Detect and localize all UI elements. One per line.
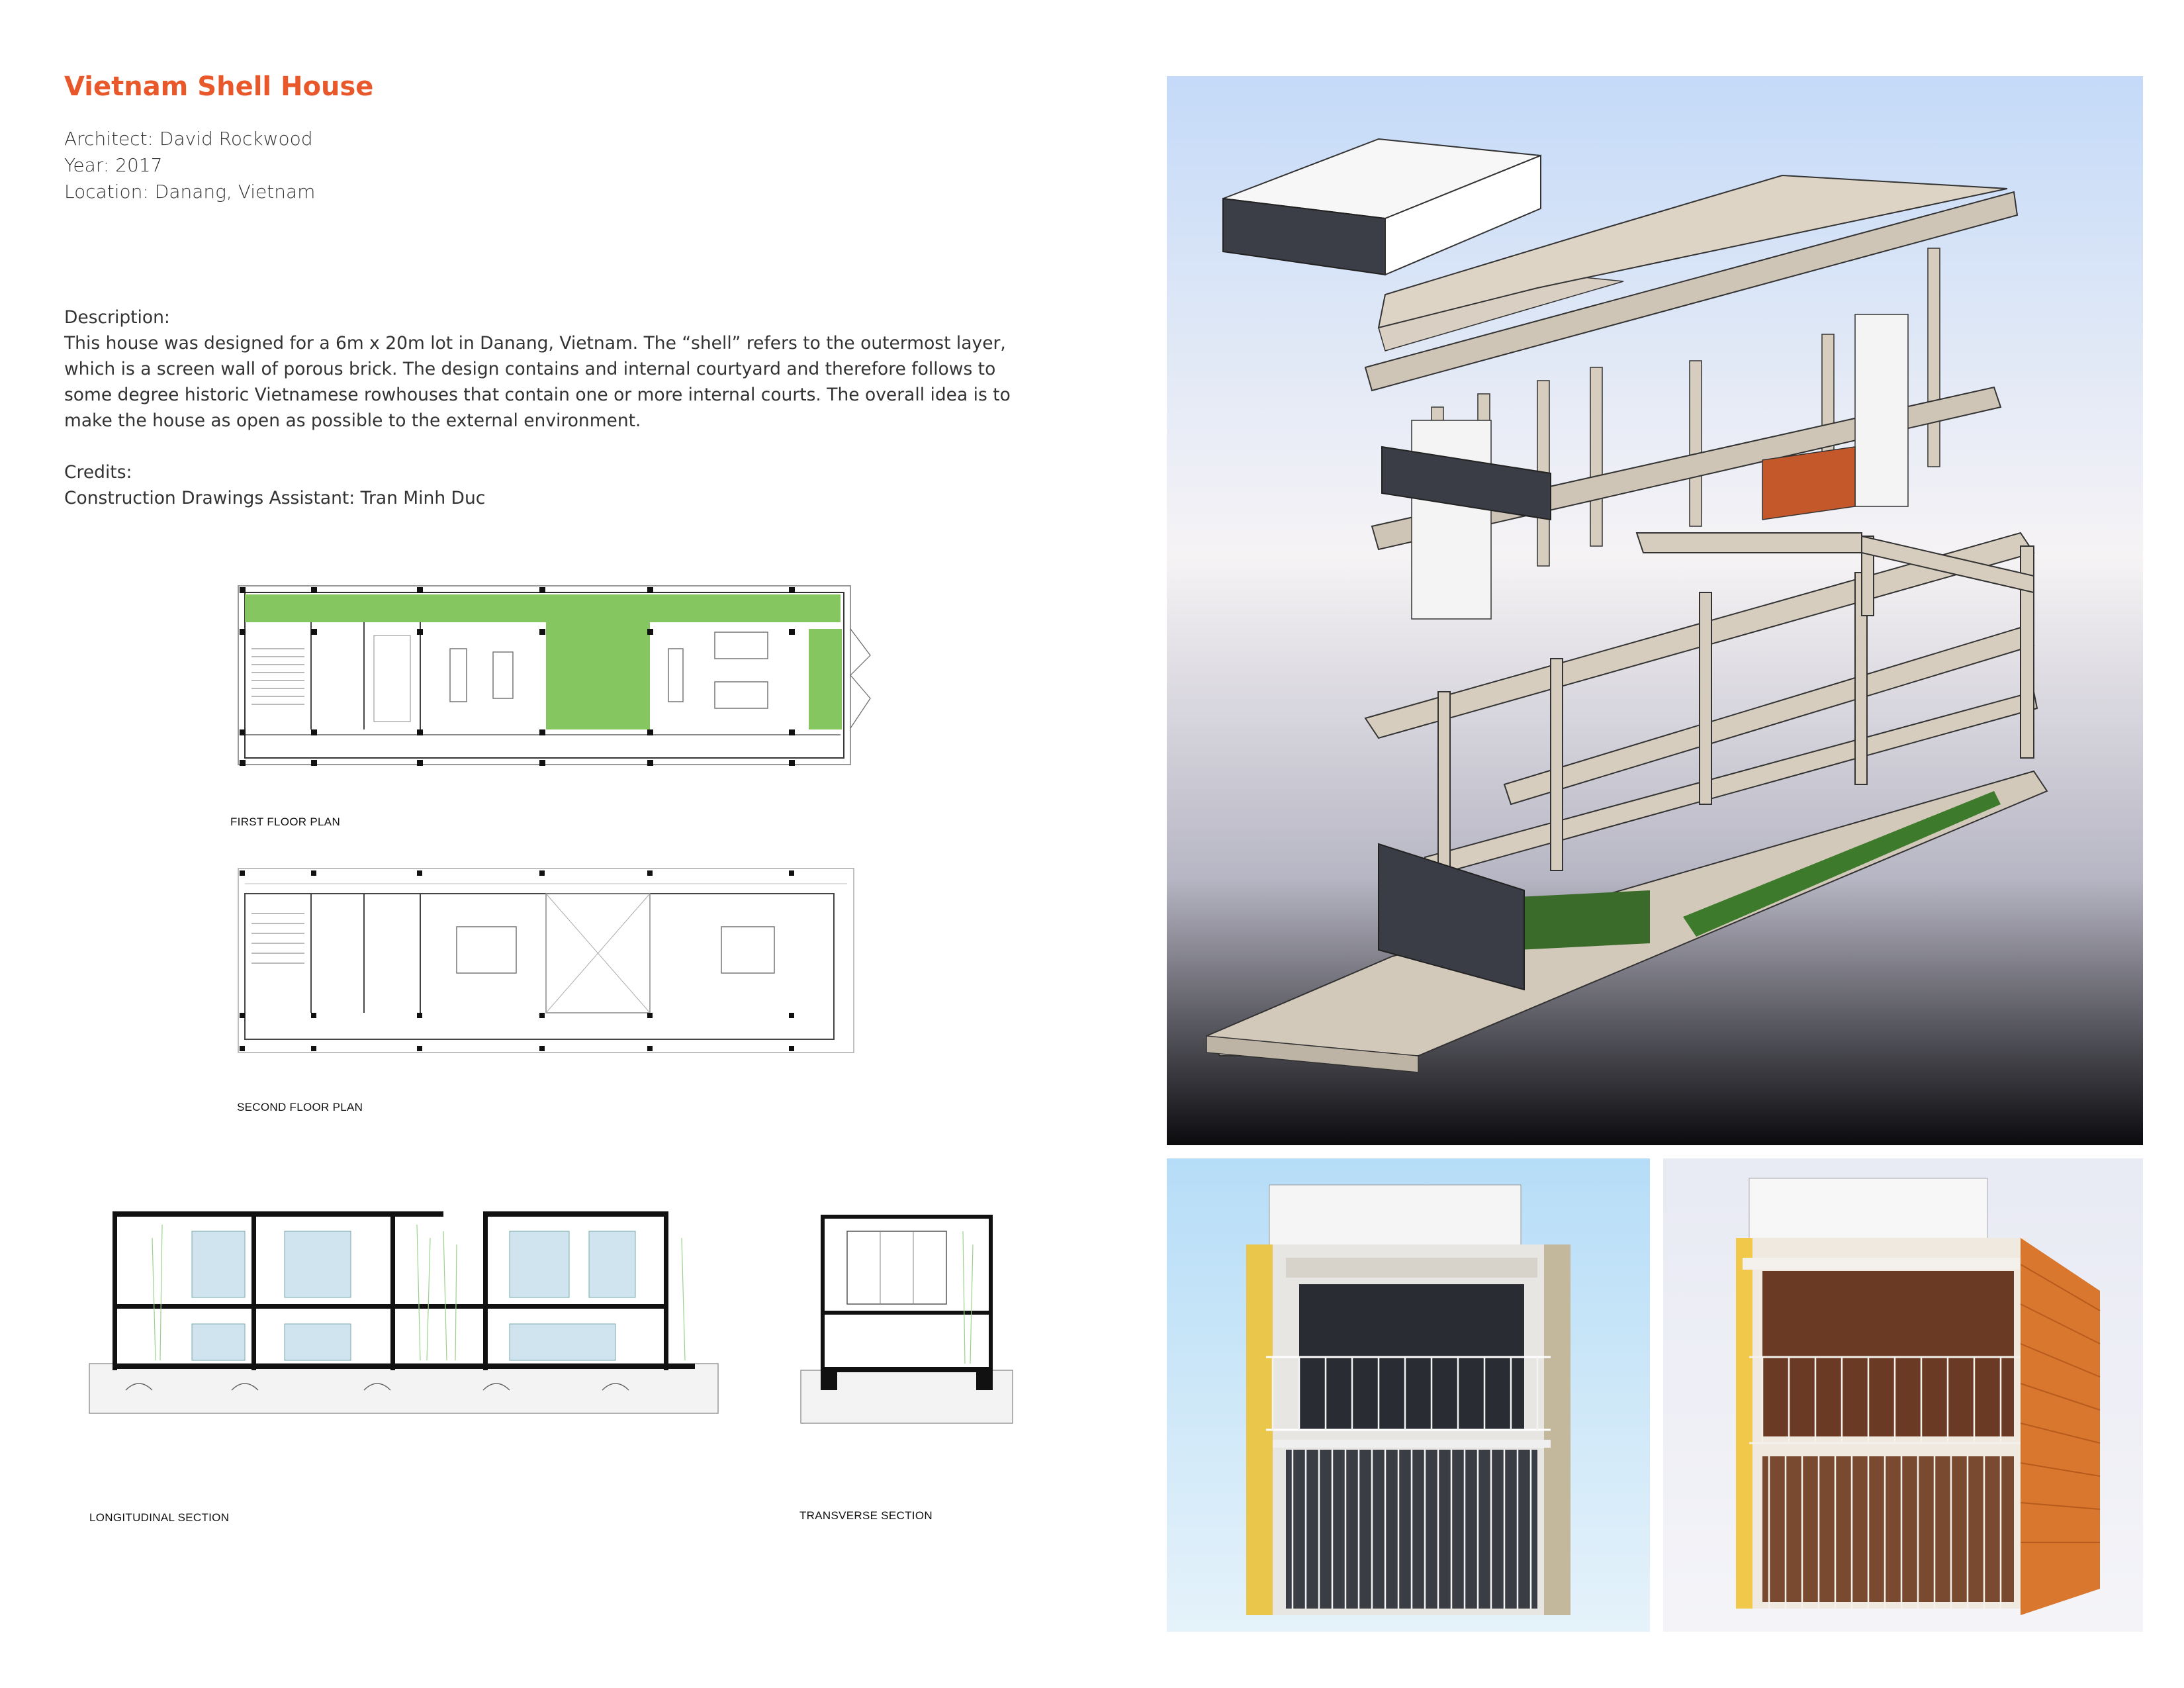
architect-line: Architect: David Rockwood <box>64 128 313 150</box>
credits-body: Construction Drawings Assistant: Tran Minh Duc <box>64 488 486 508</box>
year-line: Year: 2017 <box>64 154 163 176</box>
description-heading: Description: <box>64 307 170 328</box>
second-floor-plan <box>232 861 867 1059</box>
first-floor-plan <box>232 576 907 774</box>
project-meta <box>64 126 315 205</box>
location-line: Location: Danang, Vietnam <box>64 181 316 203</box>
front-render-brick <box>1663 1158 2143 1632</box>
longitudinal-section <box>86 1198 735 1463</box>
description-body: This house was designed for a 6m x 20m lot in Danang, Vietnam. The “shell” refers to the outermost layer, which is a screen wall of porous brick. The design contains and internal courtyard and therefore follows to some degree historic Vietnamese rowhouses that contain one or more internal courts. The overall idea is to make the house as open as possible to the external environment. <box>64 333 1011 431</box>
longitudinal-caption: LONGITUDINAL SECTION <box>89 1511 230 1524</box>
credits-heading: Credits: <box>64 462 132 483</box>
transverse-section <box>794 1205 1026 1470</box>
second-floor-caption: SECOND FLOOR PLAN <box>237 1101 363 1113</box>
description-block <box>64 305 1044 511</box>
page-title: Vietnam Shell House <box>64 71 374 102</box>
front-render-sky <box>1167 1158 1650 1632</box>
exploded-axonometric-render <box>1167 76 2143 1145</box>
first-floor-caption: FIRST FLOOR PLAN <box>230 816 341 828</box>
transverse-caption: TRANSVERSE SECTION <box>799 1509 933 1522</box>
